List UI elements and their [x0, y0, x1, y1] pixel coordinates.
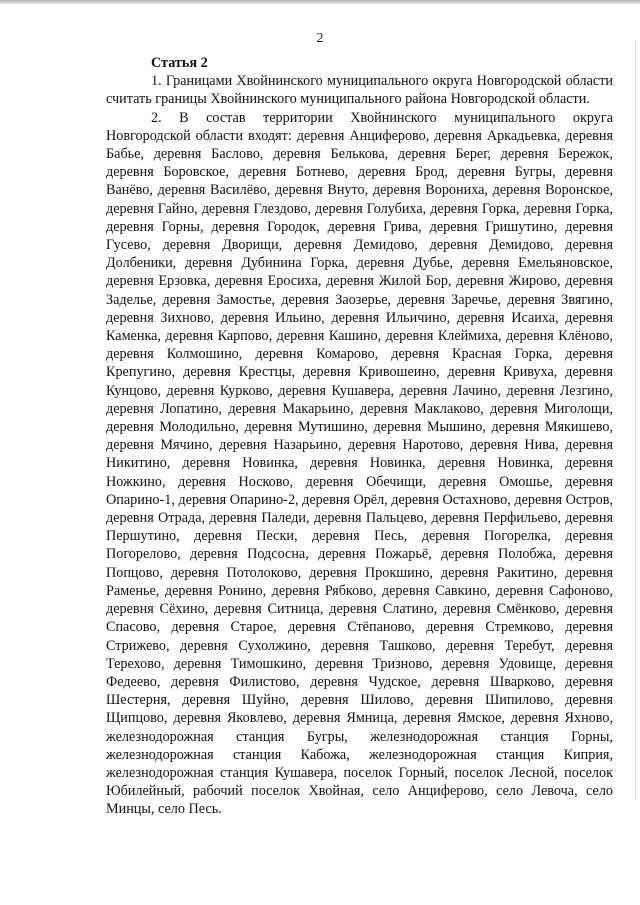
page-number: 2: [316, 31, 324, 46]
article-heading: Статья 2: [151, 55, 208, 71]
document-body: [106, 54, 613, 819]
article-paragraph-2: 2. В состав территории Хвойнинского муниципального округа Новгородской области входят: деревня Анциферово, деревня Аркадьевка, деревня Бабье, деревня Баслово, деревня Белькова, деревня Берег, деревня Бережок, деревня Боровское, деревня Ботнево, деревня Брод, деревня Бугры, деревня Ванёво, деревня Василёво, деревня Внуто, деревня Ворониха, деревня Воронское, деревня Гайно, деревня Глездово, деревня Голубиха, деревня Горка, деревня Горка, деревня Горны, деревня Городок, деревня Грива, деревня Гришутино, деревня Гусево, деревня Дворищи, деревня Демидово, деревня Демидово, деревня Долбеники, деревня Дубинина Горка, деревня Дубье, деревня Емельяновское, деревня Ерзовка, деревня Еросиха, деревня Жилой Бор, деревня Жирово, деревня Заделье, деревня Замостье, деревня Заозерье, деревня Заречье, деревня Звягино, деревня Зихново, деревня Ильино, деревня Ильичино, деревня Исаиха, деревня Каменка, деревня Карпово, деревня Кашино, деревня Клеймиха, деревня Клёново, деревня Колмошино, деревня Комарово, деревня Красная Горка, деревня Крепугино, деревня Крестцы, деревня Кривошеино, деревня Кривуха, деревня Кунцово, деревня Курково, деревня Кушавера, деревня Лачино, деревня Лезгино, деревня Лопатино, деревня Макарьино, деревня Маклаково, деревня Миголощи, деревня Молодильно, деревня Мутишино, деревня Мышино, деревня Мякишево, деревня Мячино, деревня Назарьино, деревня Наротово, деревня Нива, деревня Никитино, деревня Новинка, деревня Новинка, деревня Новинка, деревня Ножкино, деревня Носково, деревня Обечищи, деревня Омошье, деревня Опарино-1, деревня Опарино-2, деревня Орёл, деревня Остахново, деревня Остров, деревня Отрада, деревня Паледи, деревня Пальцево, деревня Перфильево, деревня Першутино, деревня Пески, деревня Песь, деревня Погорелка, деревня Погорелово, деревня Подсосна, деревня Пожарьё, деревня Полобжа, деревня Попцово, деревня Потолоково, деревня Прокшино, деревня Ракитино, деревня Раменье, деревня Ронино, деревня Рябково, деревня Савкино, деревня Сафоново, деревня Сёхино, деревня Ситница, деревня Слатино, деревня Смёнково, деревня Спасово, деревня Старое, деревня Стёпаново, деревня Стремково, деревня Стрижево, деревня Сухолжино, деревня Ташково, деревня Теребут, деревня Терехово, деревня Тимошкино, деревня Тризново, деревня Удовище, деревня Федеево, деревня Филистово, деревня Чудское, деревня Шварково, деревня Шестерня, деревня Шуйно, деревня Шилово, деревня Шипилово, деревня Щипцово, деревня Яковлево, деревня Ямница, деревня Ямское, деревня Яхново, железнодорожная станция Бугры, железнодорожная станция Горны, железнодорожная станция Кабожа, железнодорожная станция Киприя, железнодорожная станция Кушавера, поселок Горный, поселок Лесной, поселок Юбилейный, рабочий поселок Хвойная, село Анциферово, село Левоча, село Минцы, село Песь.: [106, 109, 613, 818]
article-paragraph-1: 1. Границами Хвойнинского муниципального округа Новгородской области считать границы Хвойнинского муниципального района Новгородской области.: [106, 73, 613, 108]
scan-side-line: [635, 40, 636, 800]
scan-edge-shadow: [0, 0, 640, 4]
